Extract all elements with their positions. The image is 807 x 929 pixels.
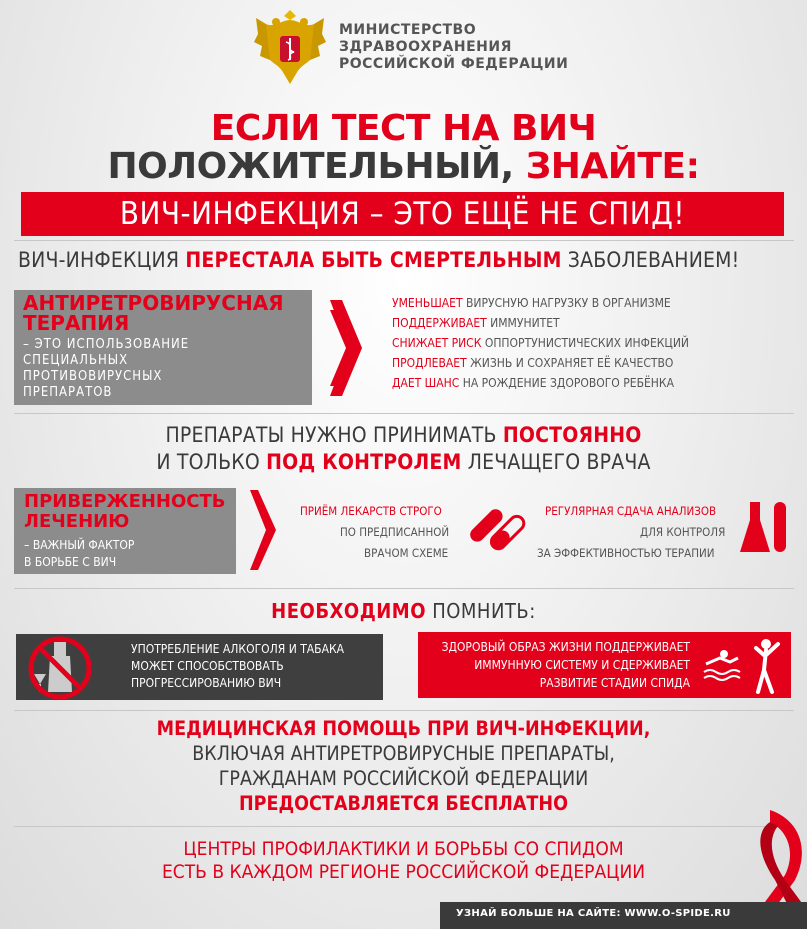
benefit-item: ДАЕТ ШАНС НА РОЖДЕНИЕ ЗДОРОВОГО РЕБЁНКА bbox=[392, 376, 674, 390]
no-alcohol-icon bbox=[26, 634, 94, 702]
lab-flask-icon bbox=[738, 498, 790, 558]
benefit-item: ПОДДЕРЖИВАЕТ ИММУНИТЕТ bbox=[392, 316, 560, 330]
benefit-item: УМЕНЬШАЕТ ВИРУСНУЮ НАГРУЗКУ В ОРГАНИЗМЕ bbox=[392, 296, 671, 310]
divider bbox=[14, 710, 794, 711]
art-title: АНТИРЕТРОВИРУСНАЯ ТЕРАПИЯ bbox=[23, 291, 284, 335]
adherence-title: ПРИВЕРЖЕННОСТЬ ЛЕЧЕНИЮ bbox=[24, 491, 226, 532]
tests-text-line1: РЕГУЛЯРНАЯ СДАЧА АНАЛИЗОВ bbox=[545, 504, 717, 518]
remember-heading: НЕОБХОДИМО ПОМНИТЬ: bbox=[271, 599, 536, 623]
aids-centers-statement: ЦЕНТРЫ ПРОФИЛАКТИКИ И БОРЬБЫ СО СПИДОМ ЕСТЬ В КАЖДОМ РЕГИОНЕ РОССИЙСКОЙ ФЕДЕРАЦИИ bbox=[161, 838, 646, 883]
ministry-name: МИНИСТЕРСТВО ЗДРАВООХРАНЕНИЯ РОССИЙСКОЙ ФЕДЕРАЦИИ bbox=[339, 22, 569, 72]
chevron-right-icon bbox=[250, 490, 276, 570]
main-title-line1: ЕСЛИ ТЕСТ НА ВИЧ bbox=[210, 108, 597, 149]
pills-text-line2: ПО ПРЕДПИСАННОЙ bbox=[340, 525, 450, 539]
tests-text-line3: ЗА ЭФФЕКТИВНОСТЬЮ ТЕРАПИИ bbox=[537, 546, 715, 560]
divider bbox=[14, 826, 794, 827]
divider bbox=[14, 240, 794, 241]
benefit-item: ПРОДЛЕВАЕТ ЖИЗНЬ И СОХРАНЯЕТ ЕЁ КАЧЕСТВО bbox=[392, 356, 674, 370]
hiv-not-aids-banner: ВИЧ-ИНФЕКЦИЯ – ЭТО ЕЩЁ НЕ СПИД! bbox=[21, 192, 784, 236]
pills-icon bbox=[466, 498, 528, 560]
free-medical-care-statement: МЕДИЦИНСКАЯ ПОМОЩЬ ПРИ ВИЧ-ИНФЕКЦИИ, ВКЛЮЧАЯ АНТИРЕТРОВИРУСНЫЕ ПРЕПАРАТЫ, ГРАЖДАНАМ РОССИЙСКОЙ ФЕДЕРАЦИИ ПРЕДОСТАВЛЯЕТСЯ БЕСПЛАТНО bbox=[156, 717, 651, 815]
footer-website-link[interactable]: УЗНАЙ БОЛЬШЕ НА САЙТЕ: WWW.O-SPIDE.RU bbox=[456, 908, 731, 919]
coat-of-arms-emblem bbox=[252, 8, 328, 88]
statement-take-constantly: ПРЕПАРАТЫ НУЖНО ПРИНИМАТЬ ПОСТОЯННО И ТОЛЬКО ПОД КОНТРОЛЕМ ЛЕЧАЩЕГО ВРАЧА bbox=[156, 423, 651, 474]
pills-text-line3: ВРАЧОМ СХЕМЕ bbox=[364, 546, 449, 560]
healthy-lifestyle-text: ЗДОРОВЫЙ ОБРАЗ ЖИЗНИ ПОДДЕРЖИВАЕТ ИММУННУЮ СИСТЕМУ И СДЕРЖИВАЕТ РАЗВИТИЕ СТАДИИ СПИДА bbox=[441, 640, 690, 690]
pills-text-line1: ПРИЁМ ЛЕКАРСТВ СТРОГО bbox=[300, 504, 442, 518]
alcohol-warning-text: УПОТРЕБЛЕНИЕ АЛКОГОЛЯ И ТАБАКА МОЖЕТ СПОСОБСТВОВАТЬ ПРОГРЕССИРОВАНИЮ ВИЧ bbox=[131, 642, 345, 690]
statement-not-fatal: ВИЧ-ИНФЕКЦИЯ ПЕРЕСТАЛА БЫТЬ СМЕРТЕЛЬНЫМ ЗАБОЛЕВАНИЕМ! bbox=[18, 248, 740, 272]
tests-text-line2: ДЛЯ КОНТРОЛЯ bbox=[640, 525, 726, 539]
chevron-right-icon bbox=[330, 300, 362, 396]
benefit-item: СНИЖАЕТ РИСК ОППОРТУНИСТИЧЕСКИХ ИНФЕКЦИЙ bbox=[392, 336, 689, 350]
main-title-line2: ПОЛОЖИТЕЛЬНЫЙ, ЗНАЙТЕ: bbox=[107, 146, 700, 187]
sport-swimming-icon bbox=[702, 634, 792, 698]
art-description: – ЭТО ИСПОЛЬЗОВАНИЕ СПЕЦИАЛЬНЫХ ПРОТИВОВИРУСНЫХ ПРЕПАРАТОВ bbox=[23, 337, 190, 400]
divider bbox=[14, 588, 794, 589]
divider bbox=[14, 413, 794, 414]
adherence-description: – ВАЖНЫЙ ФАКТОР В БОРЬБЕ С ВИЧ bbox=[24, 538, 135, 569]
